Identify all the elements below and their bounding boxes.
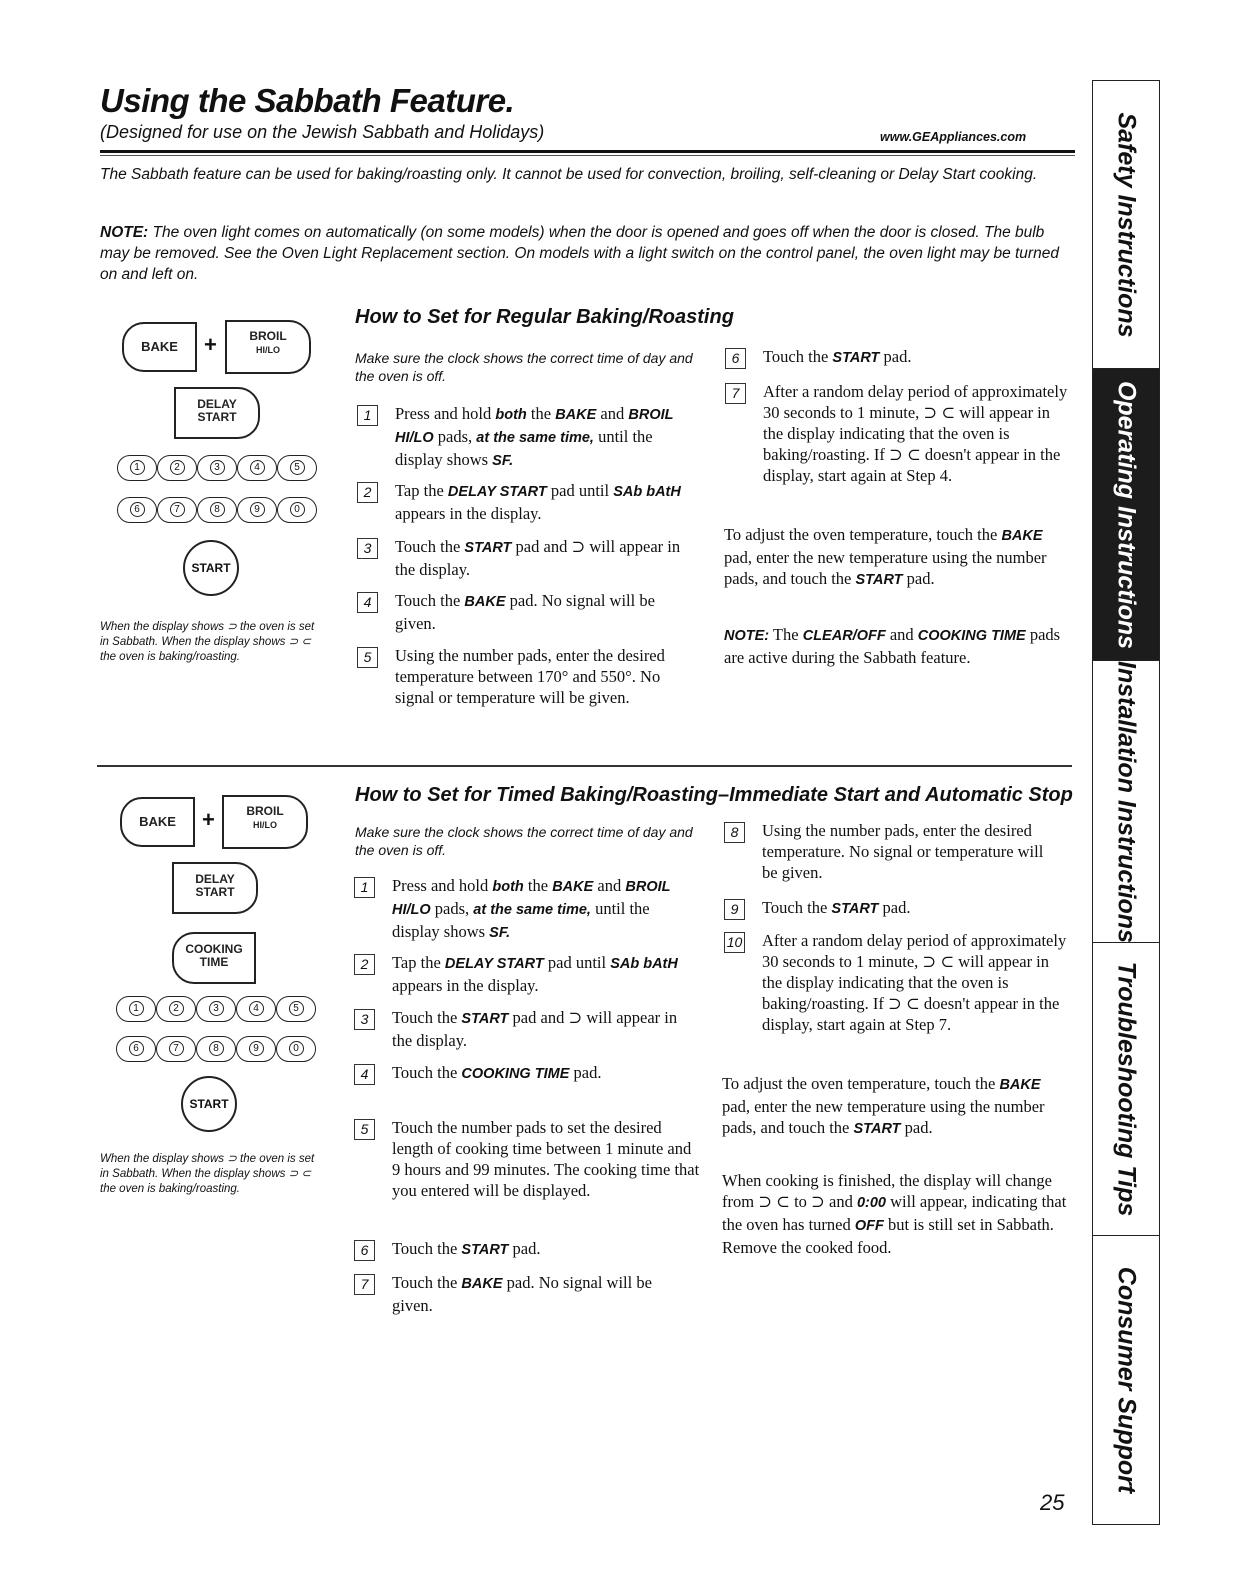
cooking-label: COOKING <box>185 942 243 956</box>
number-label: 7 <box>169 1041 184 1056</box>
number-pad-9-icon <box>237 497 277 523</box>
t: pads are active during the Sabbath feature. <box>724 625 1061 667</box>
note-text: The oven light comes on automatically (on some models) when the door is opened and goes off when the door is closed. The bulb may be removed. See the Oven Light Replacement section. On models with a light switch on the control panel, the oven light may be turned on and left on. <box>100 224 1059 283</box>
section1-title: How to Set for Regular Baking/Roasting <box>355 306 734 328</box>
s2-step-2 <box>360 952 692 996</box>
step-number: 1 <box>354 877 375 898</box>
number-label: 2 <box>170 460 185 475</box>
number-pad-5-icon <box>277 455 317 481</box>
t: When cooking is finished, the display will change from ⊃ ⊂ to ⊃ and <box>722 1171 1052 1211</box>
t: Touch the <box>392 1063 462 1082</box>
number-label: 4 <box>250 460 265 475</box>
number-pad-1-icon <box>116 996 156 1022</box>
number-label: 6 <box>130 502 145 517</box>
tab-label: Troubleshooting Tips <box>1112 961 1141 1217</box>
number-pad-7-icon <box>156 1036 196 1062</box>
t: pad, enter the new temperature using the number pads, and touch the <box>722 1097 1045 1137</box>
t: Using the number pads, enter the desired temperature between 170° and 550°. No signal or temperature will be given. <box>395 646 665 707</box>
t: but is still set in Sabbath. Remove the cooked food. <box>722 1215 1054 1257</box>
number-pad-8-icon <box>196 1036 236 1062</box>
number-label: 4 <box>249 1001 264 1016</box>
delay-label: DELAY <box>195 872 235 886</box>
step-number: 2 <box>354 954 375 975</box>
s1-step-5 <box>363 645 700 708</box>
panel-caption-1: When the display shows ⊃ the oven is set in Sabbath. When the display shows ⊃ ⊂ the oven is baking/roasting. <box>100 621 315 663</box>
t: Using the number pads, enter the desired temperature. No signal or temperature will be given. <box>762 821 1044 882</box>
tab-label: Consumer Support <box>1112 1266 1141 1493</box>
step-number: 3 <box>357 538 378 559</box>
number-label: 3 <box>210 460 225 475</box>
number-label: 2 <box>169 1001 184 1016</box>
t: SAb bAtH <box>613 484 681 500</box>
t: both <box>492 879 524 895</box>
section2-pre: Make sure the clock shows the correct time of day and the oven is off. <box>355 824 693 858</box>
tab-consumer-support[interactable] <box>1093 1236 1159 1523</box>
t: pad. No signal will be given. <box>392 1273 652 1315</box>
t: START <box>853 1121 901 1137</box>
t: The <box>769 625 803 644</box>
number-pad-4-icon <box>236 996 276 1022</box>
start-word-label: START <box>195 885 235 900</box>
t: COOKING TIME <box>461 1066 570 1082</box>
s2-finish-paragraph <box>722 1170 1067 1258</box>
bake-pad-icon: BAKE <box>120 797 195 847</box>
broil-pad-icon <box>222 795 308 849</box>
t: BROIL HI/LO <box>392 879 671 918</box>
t: at the same time, <box>476 430 594 446</box>
t: SF. <box>489 925 511 941</box>
step-number: 6 <box>354 1240 375 1261</box>
s2-step-4 <box>360 1062 692 1085</box>
t: pad. <box>508 1239 541 1258</box>
t: Press and hold <box>395 404 496 423</box>
plus-icon: + <box>202 807 215 832</box>
s1-step-2 <box>363 480 695 524</box>
t: To adjust the oven temperature, touch the <box>722 1074 1000 1093</box>
note-paragraph <box>100 222 1070 285</box>
delay-start-pad-icon <box>174 387 260 439</box>
step-number: 8 <box>724 822 745 843</box>
header-rule-thin <box>100 155 1075 156</box>
s2-step-9 <box>730 897 1062 920</box>
step-number: 4 <box>357 592 378 613</box>
time-label: TIME <box>199 955 229 970</box>
t: the <box>523 876 553 895</box>
step-number: 1 <box>357 405 378 426</box>
number-pad-2-icon <box>157 455 197 481</box>
t: and <box>593 876 626 895</box>
start-word-label: START <box>197 410 237 425</box>
step-number: 10 <box>724 932 745 953</box>
step-number: 3 <box>354 1009 375 1030</box>
t: pad and ⊃ will appear in the display. <box>395 537 681 579</box>
t: pad. <box>879 347 912 366</box>
number-label: 8 <box>209 1041 224 1056</box>
number-pad-9-icon <box>236 1036 276 1062</box>
step-number: 2 <box>357 482 378 503</box>
t: BROIL HI/LO <box>395 407 674 446</box>
number-label: 5 <box>290 460 305 475</box>
website-link[interactable]: www.GEAppliances.com <box>880 130 1027 144</box>
t: SF. <box>492 453 514 469</box>
t: appears in the display. <box>395 504 542 523</box>
delay-label: DELAY <box>197 397 237 411</box>
t: pad. <box>900 1118 933 1137</box>
hilo-label: HI/LO <box>253 820 277 831</box>
bake-pad-icon: BAKE <box>122 322 197 372</box>
tab-label: Operating Instructions <box>1112 380 1141 649</box>
tab-operating-instructions[interactable] <box>1093 369 1159 661</box>
section-tabs <box>1092 80 1160 1525</box>
page-title: Using the Sabbath Feature. <box>100 82 515 119</box>
s2-step-5 <box>360 1117 702 1201</box>
step-number: 6 <box>725 348 746 369</box>
s2-step-3 <box>360 1007 692 1051</box>
t: Tap the <box>392 953 445 972</box>
step-number: 7 <box>725 383 746 404</box>
hilo-label: HI/LO <box>256 345 280 356</box>
broil-label: BROIL <box>249 329 287 343</box>
s2-step-6 <box>360 1238 692 1261</box>
broil-pad-icon <box>225 320 311 374</box>
t: SAb bAtH <box>610 956 678 972</box>
section2-title: How to Set for Timed Baking/Roasting–Immediate Start and Automatic Stop <box>355 784 1073 806</box>
start-pad-icon: START <box>181 1076 237 1132</box>
t: both <box>495 407 527 423</box>
t: appears in the display. <box>392 976 539 995</box>
s1-note-paragraph <box>724 624 1064 668</box>
intro-paragraph: The Sabbath feature can be used for baking/roasting only. It cannot be used for convection, broiling, self-cleaning or Delay Start cooking. <box>100 166 1038 183</box>
number-pad-6-icon <box>116 1036 156 1062</box>
step-number: 5 <box>357 647 378 668</box>
number-pad-3-icon <box>197 455 237 481</box>
number-label: 8 <box>210 502 225 517</box>
number-pad-1-icon <box>117 455 157 481</box>
s1-step-4 <box>363 590 695 634</box>
t: pad, enter the new temperature using the number pads, and touch the <box>724 548 1047 588</box>
t: START <box>461 1011 509 1027</box>
header-rule <box>100 150 1075 153</box>
t: pad. <box>902 569 935 588</box>
number-label: 9 <box>249 1041 264 1056</box>
delay-start-pad-icon <box>172 862 258 914</box>
number-label: 1 <box>130 460 145 475</box>
t: START <box>464 540 512 556</box>
s1-step-3 <box>363 536 695 580</box>
t: at the same time, <box>473 902 591 918</box>
panel-caption-2: When the display shows ⊃ the oven is set in Sabbath. When the display shows ⊃ ⊂ the oven is baking/roasting. <box>100 1153 315 1195</box>
page-subtitle: (Designed for use on the Jewish Sabbath and Holidays) <box>100 122 545 142</box>
t: After a random delay period of approximately 30 seconds to 1 minute, ⊃ ⊂ will appear in the display indicating that the oven is baking/roasting. If ⊃ ⊂ doesn't appear in the display, start again at Step 7. <box>762 931 1067 1034</box>
number-pad-8-icon <box>197 497 237 523</box>
page-number: 25 <box>1040 1490 1065 1515</box>
t: pad until <box>543 953 611 972</box>
number-pad-4-icon <box>237 455 277 481</box>
number-label: 3 <box>209 1001 224 1016</box>
s2-step-8 <box>730 820 1062 883</box>
start-pad-icon: START <box>183 540 239 596</box>
t: START <box>461 1242 509 1258</box>
s1-step-6 <box>731 346 1063 369</box>
t: Press and hold <box>392 876 493 895</box>
number-pad-7-icon <box>157 497 197 523</box>
s1-step-7 <box>731 381 1068 486</box>
t: pad until <box>546 481 614 500</box>
t: pad. <box>878 898 911 917</box>
s1-adjust-paragraph <box>724 524 1064 591</box>
t: and <box>596 404 629 423</box>
t: BAKE <box>461 1276 503 1292</box>
t: BAKE <box>464 594 506 610</box>
t: 0:00 <box>856 1195 886 1211</box>
t: NOTE: <box>724 628 770 644</box>
t: To adjust the oven temperature, touch the <box>724 525 1002 544</box>
t: DELAY START <box>447 484 547 500</box>
t: BAKE <box>552 879 594 895</box>
s2-adjust-paragraph <box>722 1073 1067 1140</box>
t: Touch the <box>392 1239 462 1258</box>
t: and <box>885 625 918 644</box>
number-label: 1 <box>129 1001 144 1016</box>
t: START <box>855 572 903 588</box>
section-divider <box>97 765 1072 767</box>
t: Touch the <box>395 591 465 610</box>
note-label: NOTE: <box>100 224 149 241</box>
number-label: 6 <box>129 1041 144 1056</box>
tab-installation-instructions[interactable] <box>1093 661 1159 943</box>
t: COOKING TIME <box>917 628 1026 644</box>
number-label: 0 <box>290 502 305 517</box>
broil-label: BROIL <box>246 804 284 818</box>
step-number: 7 <box>354 1274 375 1295</box>
number-pad-3-icon <box>196 996 236 1022</box>
step-number: 5 <box>354 1119 375 1140</box>
number-label: 5 <box>289 1001 304 1016</box>
plus-icon: + <box>204 332 217 357</box>
t: Tap the <box>395 481 448 500</box>
t: Touch the <box>395 537 465 556</box>
step-number: 4 <box>354 1064 375 1085</box>
cooking-time-pad-icon <box>172 932 256 984</box>
t: will appear, indicating that the oven has turned <box>722 1192 1067 1234</box>
s2-step-7 <box>360 1272 692 1316</box>
t: START <box>832 350 880 366</box>
tab-safety-instructions[interactable] <box>1093 81 1159 369</box>
t: until the display shows <box>392 899 650 941</box>
number-label: 0 <box>289 1041 304 1056</box>
t: Touch the <box>392 1273 462 1292</box>
t: OFF <box>854 1218 884 1234</box>
t: pad. No signal will be given. <box>395 591 655 633</box>
number-pad-2-icon <box>156 996 196 1022</box>
t: until the display shows <box>395 427 653 469</box>
t: Touch the number pads to set the desired length of cooking time between 1 minute and 9 hours and 99 minutes. The cooking time that you entered will be displayed. <box>392 1118 700 1200</box>
t: BAKE <box>1001 528 1043 544</box>
number-label: 9 <box>250 502 265 517</box>
number-pad-0-icon <box>276 1036 316 1062</box>
t: pad. <box>569 1063 602 1082</box>
tab-troubleshooting-tips[interactable] <box>1093 943 1159 1236</box>
step-number: 9 <box>724 899 745 920</box>
s2-step-10 <box>726 930 1067 1035</box>
t: Touch the <box>763 347 833 366</box>
t: pads, <box>433 427 477 446</box>
t: BAKE <box>555 407 597 423</box>
t: Touch the <box>762 898 832 917</box>
number-pad-5-icon <box>276 996 316 1022</box>
number-pad-6-icon <box>117 497 157 523</box>
t: After a random delay period of approximately 30 seconds to 1 minute, ⊃ ⊂ will appear in the display indicating that the oven is baking/roasting. If ⊃ ⊂ doesn't appear in the display, start again at Step 4. <box>763 382 1068 485</box>
t: START <box>831 901 879 917</box>
number-pad-0-icon <box>277 497 317 523</box>
t: CLEAR/OFF <box>802 628 886 644</box>
t: DELAY START <box>444 956 544 972</box>
t: BAKE <box>999 1077 1041 1093</box>
tab-label: Installation Instructions <box>1112 660 1141 943</box>
section1-pre: Make sure the clock shows the correct time of day and the oven is off. <box>355 350 693 384</box>
t: pads, <box>430 899 474 918</box>
s2-step-1 <box>360 875 697 944</box>
s1-step-1 <box>363 403 695 472</box>
t: the <box>526 404 556 423</box>
tab-label: Safety Instructions <box>1112 111 1141 338</box>
t: Touch the <box>392 1008 462 1027</box>
t: pad and ⊃ will appear in the display. <box>392 1008 678 1050</box>
number-label: 7 <box>170 502 185 517</box>
